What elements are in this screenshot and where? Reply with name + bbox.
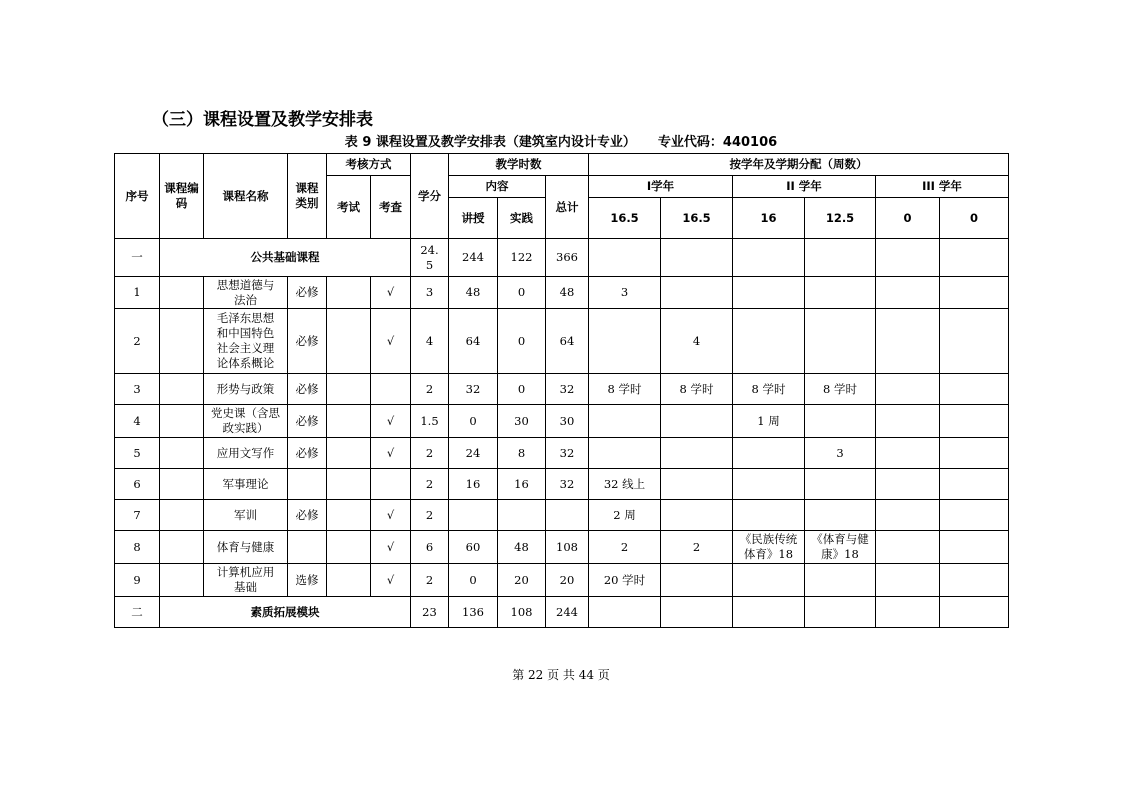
check-cell: √ [371, 500, 411, 531]
header-practice: 实践 [498, 198, 546, 239]
check-cell: √ [371, 438, 411, 469]
code-cell [160, 309, 204, 374]
table-title: 表 9 课程设置及教学安排表（建筑室内设计专业） [344, 135, 636, 150]
semester-cell [876, 277, 940, 309]
major-code: 专业代码：440106 [657, 135, 778, 150]
header-seq: 序号 [115, 154, 160, 239]
semester-cell [940, 239, 1009, 277]
table-row [115, 469, 1009, 500]
header-year-1: Ⅰ学年 [589, 176, 733, 198]
semester-cell [661, 597, 733, 628]
seq-cell: 3 [115, 374, 160, 405]
code-cell [160, 531, 204, 564]
semester-cell [733, 438, 805, 469]
total-cell: 30 [546, 405, 589, 438]
semester-cell [805, 469, 876, 500]
module-seq: 二 [115, 597, 160, 628]
semester-cell [876, 469, 940, 500]
semester-cell [733, 469, 805, 500]
semester-cell [805, 564, 876, 597]
type-cell: 必修 [288, 309, 327, 374]
lecture-cell: 64 [449, 309, 498, 374]
semester-cell: 1 周 [733, 405, 805, 438]
lecture-cell: 0 [449, 405, 498, 438]
lecture-cell: 32 [449, 374, 498, 405]
semester-cell [661, 500, 733, 531]
exam-cell [327, 531, 371, 564]
semester-cell [589, 405, 661, 438]
semester-cell [876, 374, 940, 405]
exam-cell [327, 309, 371, 374]
section-heading: （三）课程设置及教学安排表 [152, 110, 373, 130]
code-cell [160, 277, 204, 309]
code-cell [160, 500, 204, 531]
semester-cell [940, 531, 1009, 564]
semester-cell: 8 学时 [805, 374, 876, 405]
credit-cell: 23 [411, 597, 449, 628]
check-cell: √ [371, 309, 411, 374]
seq-cell: 8 [115, 531, 160, 564]
header-year-2: II 学年 [733, 176, 876, 198]
lecture-cell: 244 [449, 239, 498, 277]
course-name-cell: 党史课（含思政实践） [204, 405, 288, 438]
module-row [115, 239, 1009, 277]
table-row [115, 438, 1009, 469]
semester-cell [589, 239, 661, 277]
code-cell [160, 405, 204, 438]
semester-cell [876, 564, 940, 597]
course-name-cell: 军训 [204, 500, 288, 531]
total-cell: 64 [546, 309, 589, 374]
lecture-cell: 136 [449, 597, 498, 628]
semester-cell: 2 [589, 531, 661, 564]
lecture-cell: 0 [449, 564, 498, 597]
module-title: 素质拓展模块 [160, 597, 411, 628]
semester-cell [805, 597, 876, 628]
semester-cell [733, 597, 805, 628]
check-cell: √ [371, 277, 411, 309]
exam-cell [327, 374, 371, 405]
credit-cell: 2 [411, 564, 449, 597]
semester-cell [940, 500, 1009, 531]
semester-cell: 2 周 [589, 500, 661, 531]
check-cell [371, 469, 411, 500]
total-cell: 20 [546, 564, 589, 597]
table-row [115, 405, 1009, 438]
lecture-cell: 16 [449, 469, 498, 500]
seq-cell: 4 [115, 405, 160, 438]
check-cell: √ [371, 564, 411, 597]
semester-cell: 8 学时 [661, 374, 733, 405]
semester-cell [805, 309, 876, 374]
type-cell: 必修 [288, 277, 327, 309]
page-footer: 第 22 页 共 44 页 [512, 668, 610, 682]
semester-cell: 8 学时 [589, 374, 661, 405]
total-cell: 48 [546, 277, 589, 309]
semester-cell [805, 500, 876, 531]
total-cell: 32 [546, 374, 589, 405]
exam-cell [327, 469, 371, 500]
semester-cell [589, 438, 661, 469]
type-cell [288, 469, 327, 500]
total-cell [546, 500, 589, 531]
credit-cell: 4 [411, 309, 449, 374]
credit-cell: 2 [411, 374, 449, 405]
code-cell [160, 469, 204, 500]
practice-cell: 8 [498, 438, 546, 469]
semester-cell: 《体育与健康》18 [805, 531, 876, 564]
header-semester-weeks: 0 [876, 198, 940, 239]
credit-cell: 3 [411, 277, 449, 309]
semester-cell [940, 405, 1009, 438]
header-lecture: 讲授 [449, 198, 498, 239]
semester-cell: 4 [661, 309, 733, 374]
code-cell [160, 438, 204, 469]
semester-cell [940, 309, 1009, 374]
credit-cell: 1.5 [411, 405, 449, 438]
check-cell [371, 374, 411, 405]
course-name-cell: 形势与政策 [204, 374, 288, 405]
semester-cell [876, 438, 940, 469]
header-course-code: 课程编码 [160, 154, 204, 239]
semester-cell [876, 500, 940, 531]
semester-cell [589, 597, 661, 628]
semester-cell [940, 597, 1009, 628]
semester-cell [805, 405, 876, 438]
header-assessment: 考核方式 [327, 154, 411, 176]
lecture-cell: 24 [449, 438, 498, 469]
type-cell: 选修 [288, 564, 327, 597]
header-course-type: 课程类别 [288, 154, 327, 239]
seq-cell: 1 [115, 277, 160, 309]
lecture-cell: 60 [449, 531, 498, 564]
check-cell: √ [371, 405, 411, 438]
practice-cell: 122 [498, 239, 546, 277]
semester-cell [876, 309, 940, 374]
header-semester-weeks: 16.5 [589, 198, 661, 239]
exam-cell [327, 405, 371, 438]
semester-cell [940, 564, 1009, 597]
header-credit: 学分 [411, 154, 449, 239]
semester-cell [940, 374, 1009, 405]
module-seq: 一 [115, 239, 160, 277]
semester-cell [940, 277, 1009, 309]
seq-cell: 5 [115, 438, 160, 469]
semester-cell: 3 [589, 277, 661, 309]
practice-cell: 30 [498, 405, 546, 438]
semester-cell [733, 277, 805, 309]
course-name-cell: 计算机应用基础 [204, 564, 288, 597]
total-cell: 244 [546, 597, 589, 628]
seq-cell: 7 [115, 500, 160, 531]
header-semester-weeks: 0 [940, 198, 1009, 239]
lecture-cell: 48 [449, 277, 498, 309]
semester-cell [661, 469, 733, 500]
code-cell [160, 374, 204, 405]
type-cell: 必修 [288, 374, 327, 405]
semester-cell [876, 531, 940, 564]
credit-cell: 2 [411, 469, 449, 500]
table-row [115, 500, 1009, 531]
module-title: 公共基础课程 [160, 239, 411, 277]
semester-cell [733, 564, 805, 597]
semester-cell: 32 线上 [589, 469, 661, 500]
semester-cell [661, 564, 733, 597]
header-check: 考查 [371, 176, 411, 239]
header-course-name: 课程名称 [204, 154, 288, 239]
practice-cell: 48 [498, 531, 546, 564]
header-content: 内容 [449, 176, 546, 198]
total-cell: 32 [546, 438, 589, 469]
total-cell: 32 [546, 469, 589, 500]
course-name-cell: 应用文写作 [204, 438, 288, 469]
course-name-cell: 军事理论 [204, 469, 288, 500]
semester-cell [661, 239, 733, 277]
semester-cell [733, 309, 805, 374]
exam-cell [327, 438, 371, 469]
header-total: 总计 [546, 176, 589, 239]
semester-cell [940, 469, 1009, 500]
semester-cell [589, 309, 661, 374]
practice-cell: 16 [498, 469, 546, 500]
header-semester-weeks: 16 [733, 198, 805, 239]
header-year-3: III 学年 [876, 176, 1009, 198]
table-row [115, 374, 1009, 405]
type-cell [288, 531, 327, 564]
semester-cell [805, 277, 876, 309]
semester-cell [661, 405, 733, 438]
table-row [115, 564, 1009, 597]
header-distribution: 按学年及学期分配（周数） [589, 154, 1009, 176]
course-name-cell: 毛泽东思想和中国特色社会主义理论体系概论 [204, 309, 288, 374]
course-name-cell: 思想道德与法治 [204, 277, 288, 309]
credit-cell: 24.5 [411, 239, 449, 277]
table-row [115, 309, 1009, 374]
semester-cell: 3 [805, 438, 876, 469]
total-cell: 108 [546, 531, 589, 564]
header-semester-weeks: 12.5 [805, 198, 876, 239]
check-cell: √ [371, 531, 411, 564]
course-name-cell: 体育与健康 [204, 531, 288, 564]
semester-cell: 8 学时 [733, 374, 805, 405]
semester-cell [876, 239, 940, 277]
seq-cell: 6 [115, 469, 160, 500]
credit-cell: 6 [411, 531, 449, 564]
semester-cell [940, 438, 1009, 469]
code-cell [160, 564, 204, 597]
header-exam: 考试 [327, 176, 371, 239]
table-row [115, 531, 1009, 564]
semester-cell [805, 239, 876, 277]
table-caption [114, 131, 1008, 150]
practice-cell: 20 [498, 564, 546, 597]
practice-cell: 0 [498, 309, 546, 374]
practice-cell [498, 500, 546, 531]
seq-cell: 2 [115, 309, 160, 374]
exam-cell [327, 500, 371, 531]
lecture-cell [449, 500, 498, 531]
type-cell: 必修 [288, 438, 327, 469]
exam-cell [327, 564, 371, 597]
semester-cell [733, 239, 805, 277]
module-row [115, 597, 1009, 628]
header-semester-weeks: 16.5 [661, 198, 733, 239]
semester-cell [876, 405, 940, 438]
exam-cell [327, 277, 371, 309]
semester-cell: 2 [661, 531, 733, 564]
credit-cell: 2 [411, 438, 449, 469]
seq-cell: 9 [115, 564, 160, 597]
practice-cell: 0 [498, 374, 546, 405]
course-schedule-table [114, 153, 1009, 628]
semester-cell [661, 438, 733, 469]
semester-cell [661, 277, 733, 309]
table-row [115, 277, 1009, 309]
total-cell: 366 [546, 239, 589, 277]
semester-cell: 20 学时 [589, 564, 661, 597]
type-cell: 必修 [288, 500, 327, 531]
semester-cell: 《民族传统体育》18 [733, 531, 805, 564]
credit-cell: 2 [411, 500, 449, 531]
practice-cell: 108 [498, 597, 546, 628]
semester-cell [733, 500, 805, 531]
header-hours: 教学时数 [449, 154, 589, 176]
semester-cell [876, 597, 940, 628]
type-cell: 必修 [288, 405, 327, 438]
practice-cell: 0 [498, 277, 546, 309]
